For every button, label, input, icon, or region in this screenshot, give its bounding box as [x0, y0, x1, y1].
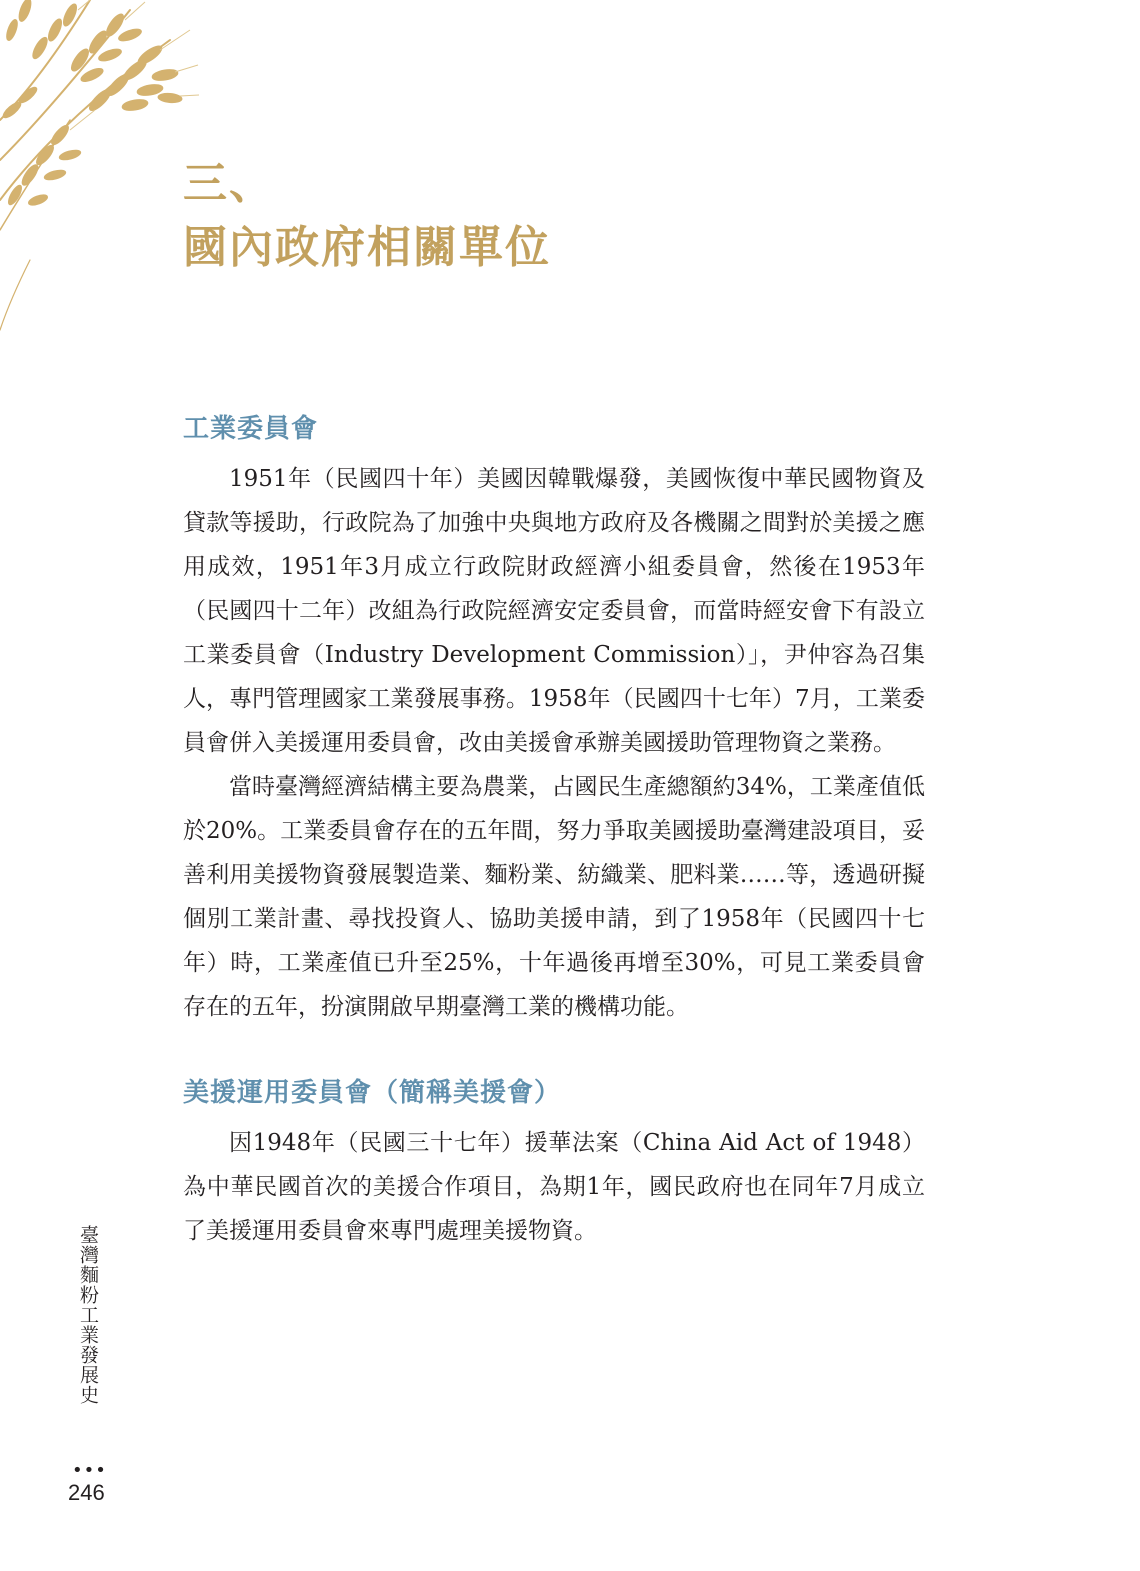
- section-heading: 工業委員會: [183, 414, 319, 444]
- paragraph: 因1948年（民國三十七年）援華法案（China Aid Act of 1948）為中華民國首次的美援合作項目，為期1年，國民政府也在同年7月成立了美援運用委員會來專門處理美援物資。: [183, 1130, 925, 1244]
- section-industry-committee: [183, 405, 925, 1029]
- wheat-icon: [0, 0, 200, 340]
- running-title: 臺灣麵粉工業發展史: [77, 1225, 99, 1405]
- section-us-aid-committee: [183, 1069, 925, 1253]
- section-heading: 美援運用委員會（簡稱美援會）: [183, 1078, 562, 1108]
- chapter-number: 三、: [183, 158, 275, 209]
- paragraph: 當時臺灣經濟結構主要為農業，占國民生產總額約34%，工業產值低於20%。工業委員會存在的五年間，努力爭取美國援助臺灣建設項目，妥善利用美援物資發展製造業、麵粉業、紡織業、肥料業……等，透過研擬個別工業計畫、尋找投資人、協助美援申請，到了1958年（民國四十七年）時，工業產值已升至25%，十年過後再增至30%，可見工業委員會存在的五年，扮演開啟早期臺灣工業的機構功能。: [183, 774, 925, 1020]
- chapter-name: 國內政府相關單位: [183, 222, 551, 273]
- page-number: 246: [68, 1480, 105, 1505]
- page-number-dots: •••: [72, 1460, 107, 1481]
- main-content: [183, 405, 925, 1253]
- paragraph: 1951年（民國四十年）美國因韓戰爆發，美國恢復中華民國物資及貸款等援助，行政院為了加強中央與地方政府及各機關之間對於美援之應用成效，1951年3月成立行政院財政經濟小組委員會，然後在1953年（民國四十二年）改組為行政院經濟安定委員會，而當時經安會下有設立工業委員會（Industry Development Commission）」，尹仲容為召集人，專門管理國家工業發展事務。1958年（民國四十七年）7月，工業委員會併入美援運用委員會，改由美援會承辦美國援助管理物資之業務。: [183, 466, 925, 756]
- chapter-title: [183, 152, 983, 280]
